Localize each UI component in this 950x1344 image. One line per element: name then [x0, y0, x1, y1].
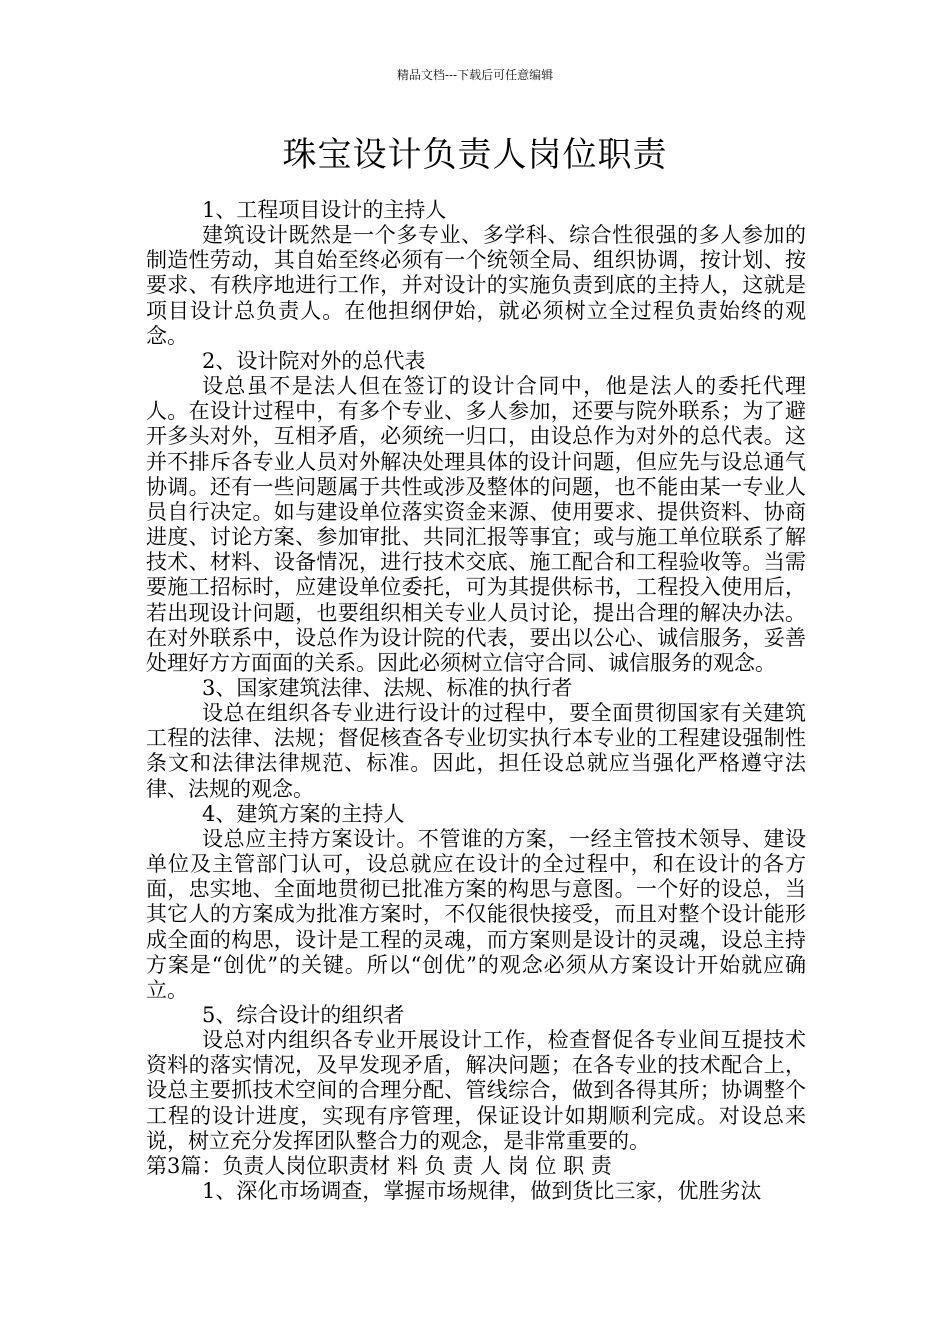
next-part-first-line: 1、深化市场调查，掌握市场规律，做到货比三家，优胜劣汰 [202, 1179, 762, 1204]
document-body [146, 198, 806, 1204]
next-part-heading: 第3篇：负责人岗位职责材 料 负 责 人 岗 位 职 责 [146, 1153, 612, 1178]
section-heading-2: 2、设计院对外的总代表 [202, 348, 426, 373]
document-title: 珠宝设计负责人岗位职责 [282, 135, 668, 175]
header-note: 精品文档---下载后可任意编辑 [396, 68, 554, 82]
section-heading-5: 5、综合设计的组织者 [202, 1003, 405, 1027]
section-heading-1: 1、工程项目设计的主持人 [202, 198, 447, 222]
section-paragraph-1: 建筑设计既然是一个多专业、多学科、综合性很强的多人参加的制造性劳动，其自始至终必须有一个统领全局、组织协调，按计划、按要求、有秩序地进行工作，并对设计的实施负责到底的主持人，这就是项目设计总负责人。在他担纲伊始，就必须树立全过程负责始终的观念。 [146, 223, 806, 348]
section-heading-3: 3、国家建筑法律、法规、标准的执行者 [202, 675, 573, 700]
section-paragraph-4: 设总应主持方案设计。不管谁的方案，一经主管技术领导、建设单位及主管部门认可，设总就应在设计的全过程中，和在设计的各方面，忠实地、全面地贯彻已批准方案的构思与意图。一个好的设总，当其它人的方案成为批准方案时，不仅能很快接受，而且对整个设计能形成全面的构思，设计是工程的灵魂，而方案则是设计的灵魂，设总主持方案是“创优”的关键。所以“创优”的观念必须从方案设计开始就应确立。 [146, 826, 806, 1002]
section-paragraph-5: 设总对内组织各专业开展设计工作，检查督促各专业间互提技术资料的落实情况，及早发现矛盾，解决问题；在各专业的技术配合上，设总主要抓技术空间的合理分配、管线综合，做到各得其所；协调整个工程的设计进度，实现有序管理，保证设计如期顺利完成。对设总来说，树立充分发挥团队整合力的观念，是非常重要的。 [146, 1028, 806, 1153]
section-paragraph-3: 设总在组织各专业进行设计的过程中，要全面贯彻国家有关建筑工程的法律、法规；督促核查各专业切实执行本专业的工程建设强制性条文和法律法律规范、标准。因此，担任设总就应当强化严格遵守法律、法规的观念。 [146, 701, 806, 801]
section-heading-4: 4、建筑方案的主持人 [202, 801, 405, 826]
section-paragraph-2: 设总虽不是法人但在签订的设计合同中，他是法人的委托代理人。在设计过程中，有多个专业、多人参加，还要与院外联系；为了避开多头对外，互相矛盾，必须统一归口，由设总作为对外的总代表。这并不排斥各专业人员对外解决处理具体的设计问题，但应先与设总通气协调。还有一些问题属于共性或涉及整体的问题，也不能由某一专业人员自行决定。如与建设单位落实资金来源、使用要求、提供资料、协商进度、讨论方案、参加审批、共同汇报等事宜；或与施工单位联系了解技术、材料、设备情况，进行技术交底、施工配合和工程验收等。当需要施工招标时，应建设单位委托，可为其提供标书，工程投入使用后，若出现设计问题，也要组织相关专业人员讨论，提出合理的解决办法。在对外联系中，设总作为设计院的代表，要出以公心、诚信服务，妥善处理好方方面面的关系。因此必须树立信守合同、诚信服务的观念。 [146, 374, 806, 675]
